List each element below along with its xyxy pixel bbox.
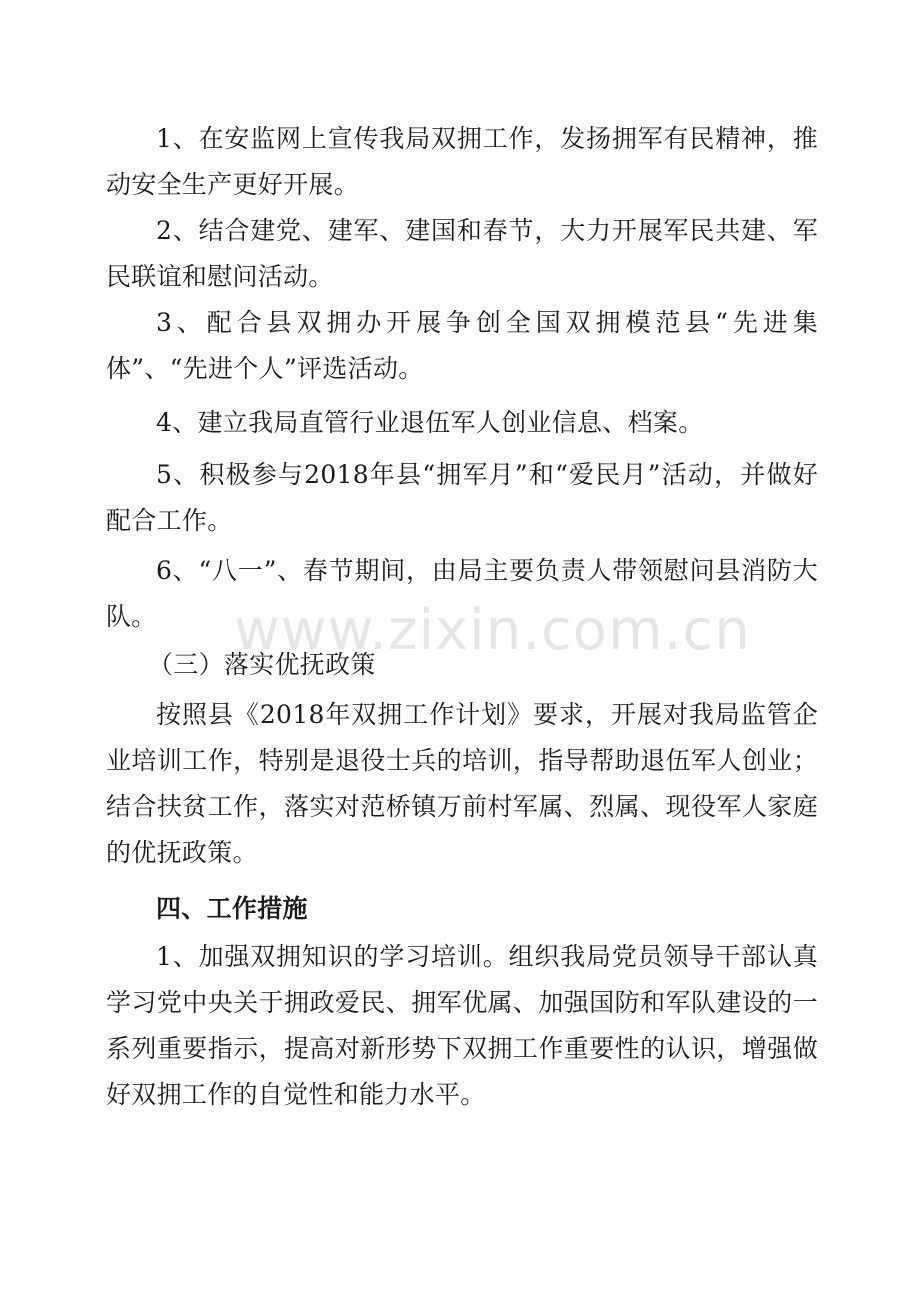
- body-paragraph: 按照县《2018年双拥工作计划》要求，开展对我局监管企业培训工作，特别是退役士兵的培训，指导帮助退伍军人创业；结合扶贫工作，落实对范桥镇万前村军属、烈属、现役军人家庭的优抚政策。: [106, 700, 818, 867]
- list-item-2: 2、结合建党、建军、建国和春节，大力开展军民共建、军民联谊和慰问活动。: [106, 216, 818, 291]
- list-item-6: 6、“八一”、春节期间，由局主要负责人带领慰问县消防大队。: [106, 556, 818, 631]
- section-subheading: （三）落实优抚政策: [148, 650, 376, 679]
- list-item-1: 1、在安监网上宣传我局双拥工作，发扬拥军有民精神，推动安全生产更好开展。: [106, 124, 818, 199]
- list-item-3: 3、配合县双拥办开展争创全国双拥模范县“先进集体”、“先进个人”评选活动。: [106, 308, 818, 383]
- watermark: www.zixin.com.cn: [234, 598, 751, 663]
- list-item-5: 5、积极参与2018年县“拥军月”和“爱民月”活动，并做好配合工作。: [106, 460, 818, 535]
- list-item-4: 4、建立我局直管行业退伍军人创业信息、档案。: [156, 408, 704, 437]
- section-heading: 四、工作措施: [156, 894, 308, 923]
- measure-item-1: 1、加强双拥知识的学习培训。组织我局党员领导干部认真学习党中央关于拥政爱民、拥军优属、加强国防和军队建设的一系列重要指示，提高对新形势下双拥工作重要性的认识，增强做好双拥工作的自觉性和能力水平。: [106, 942, 818, 1109]
